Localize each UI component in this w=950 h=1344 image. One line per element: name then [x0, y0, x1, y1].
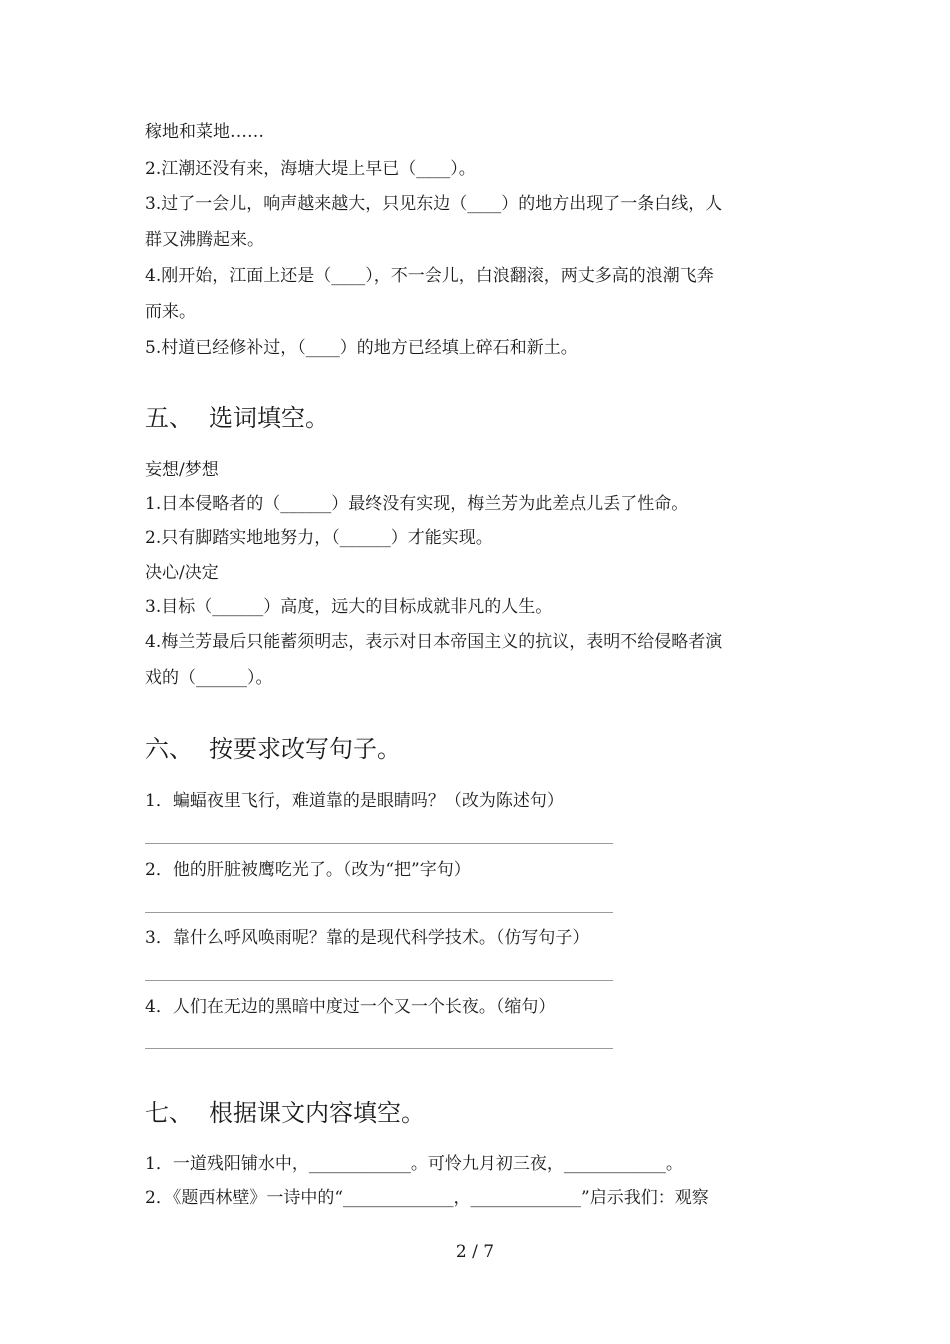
section-title: 根据课文内容填空。 — [209, 1099, 425, 1127]
question-line: 4.刚开始，江面上还是（____），不一会儿，白浪翻滚，两丈多高的浪潮飞奔 — [145, 266, 714, 286]
section-heading — [145, 1097, 425, 1129]
question-line: 1．蝙蝠夜里飞行，难道靠的是眼睛吗？（改为陈述句） — [145, 791, 564, 811]
question-line: 2.江潮还没有来，海塘大堤上早已（____）。 — [145, 159, 476, 179]
question-line: 3.过了一会儿，响声越来越大，只见东边（____）的地方出现了一条白线，人 — [145, 194, 723, 214]
question-line: 3．靠什么呼风唤雨呢？靠的是现代科学技术。（仿写句子） — [145, 928, 590, 948]
question-line: 4.梅兰芳最后只能蓄须明志，表示对日本帝国主义的抗议，表明不给侵略者演 — [145, 632, 723, 652]
word-choice: 妄想/梦想 — [145, 460, 219, 480]
answer-line — [145, 912, 613, 913]
question-line: 2．《题西林壁》一诗中的“_____________，_____________”启示我们：观察 — [145, 1188, 709, 1208]
question-line: 2.只有脚踏实地地努力，（______）才能实现。 — [145, 528, 493, 548]
word-choice: 决心/决定 — [145, 563, 219, 583]
text-line: 戏的（______）。 — [145, 668, 273, 688]
page-number: 2 / 7 — [455, 1242, 495, 1262]
answer-line — [145, 980, 613, 981]
text-line: 群又沸腾起来。 — [145, 230, 264, 250]
answer-line — [145, 843, 613, 844]
question-line: 1.日本侵略者的（______）最终没有实现，梅兰芳为此差点儿丢了性命。 — [145, 494, 689, 514]
section-number: 五、 — [145, 404, 193, 432]
question-line: 1．一道残阳铺水中，____________。可怜九月初三夜，____________。 — [145, 1154, 683, 1174]
text-line: 稼地和菜地…… — [145, 122, 264, 142]
text-line: 而来。 — [145, 302, 196, 322]
answer-line — [145, 1048, 613, 1049]
question-line: 4．人们在无边的黑暗中度过一个又一个长夜。（缩句） — [145, 997, 556, 1017]
section-title: 按要求改写句子。 — [209, 735, 401, 763]
question-line: 2．他的肝脏被鹰吃光了。（改为“把”字句） — [145, 860, 471, 880]
section-heading — [145, 733, 401, 765]
question-line: 5.村道已经修补过，（____）的地方已经填上碎石和新土。 — [145, 338, 578, 358]
section-number: 六、 — [145, 735, 193, 763]
section-number: 七、 — [145, 1099, 193, 1127]
section-heading — [145, 402, 329, 434]
section-title: 选词填空。 — [209, 404, 329, 432]
question-line: 3.目标（______）高度，远大的目标成就非凡的人生。 — [145, 597, 553, 617]
